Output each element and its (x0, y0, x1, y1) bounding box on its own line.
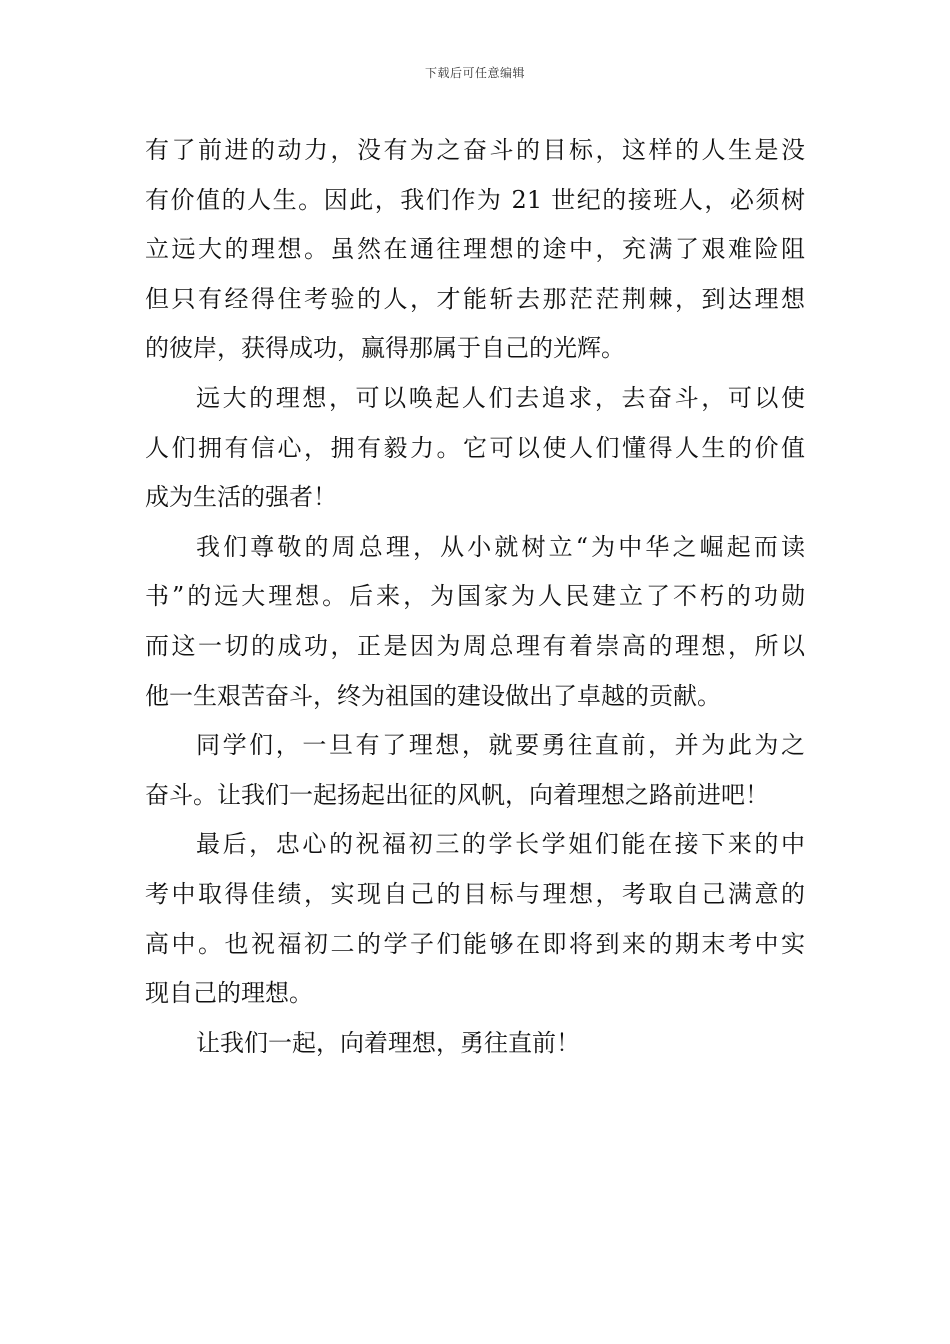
text-line: 书”的远大理想。后来，为国家为人民建立了不朽的功勋 (145, 582, 805, 611)
page-header: 下载后可任意编辑 (424, 66, 525, 80)
paragraph-first-line: 远大的理想，可以唤起人们去追求，去奋斗，可以使 (196, 383, 805, 412)
text-line: 的彼岸，获得成功，赢得那属于自己的光辉。 (145, 334, 625, 363)
text-line: 人们拥有信心，拥有毅力。它可以使人们懂得人生的价值 (145, 433, 805, 462)
text-line: 高中。也祝福初二的学子们能够在即将到来的期末考中实 (145, 929, 805, 958)
text-line: 成为生活的强者！ (145, 483, 337, 512)
text-line: 立远大的理想。虽然在通往理想的途中，充满了艰难险阻 (145, 235, 805, 264)
text-line: 现自己的理想。 (145, 979, 313, 1008)
text-line: 有价值的人生。因此，我们作为 21 世纪的接班人，必须树 (145, 185, 805, 214)
text-line: 考中取得佳绩，实现自己的目标与理想，考取自己满意的 (145, 879, 805, 908)
paragraph-first-line: 同学们，一旦有了理想，就要勇往直前，并为此为之 (196, 731, 805, 760)
text-line: 但只有经得住考验的人，才能斩去那茫茫荆棘，到达理想 (145, 284, 805, 313)
paragraph-first-line: 我们尊敬的周总理，从小就树立“为中华之崛起而读 (196, 532, 805, 561)
text-line: 有了前进的动力，没有为之奋斗的目标，这样的人生是没 (145, 136, 805, 164)
text-line: 奋斗。让我们一起扬起出征的风帆，向着理想之路前进吧！ (145, 780, 769, 809)
document-body (145, 126, 805, 1068)
paragraph-first-line: 最后，忠心的祝福初三的学长学姐们能在接下来的中 (196, 830, 805, 859)
paragraph-first-line: 让我们一起，向着理想，勇往直前！ (196, 1028, 580, 1057)
text-line: 他一生艰苦奋斗，终为祖国的建设做出了卓越的贡献。 (145, 681, 721, 710)
text-line: 而这一切的成功，正是因为周总理有着崇高的理想，所以 (145, 631, 805, 660)
